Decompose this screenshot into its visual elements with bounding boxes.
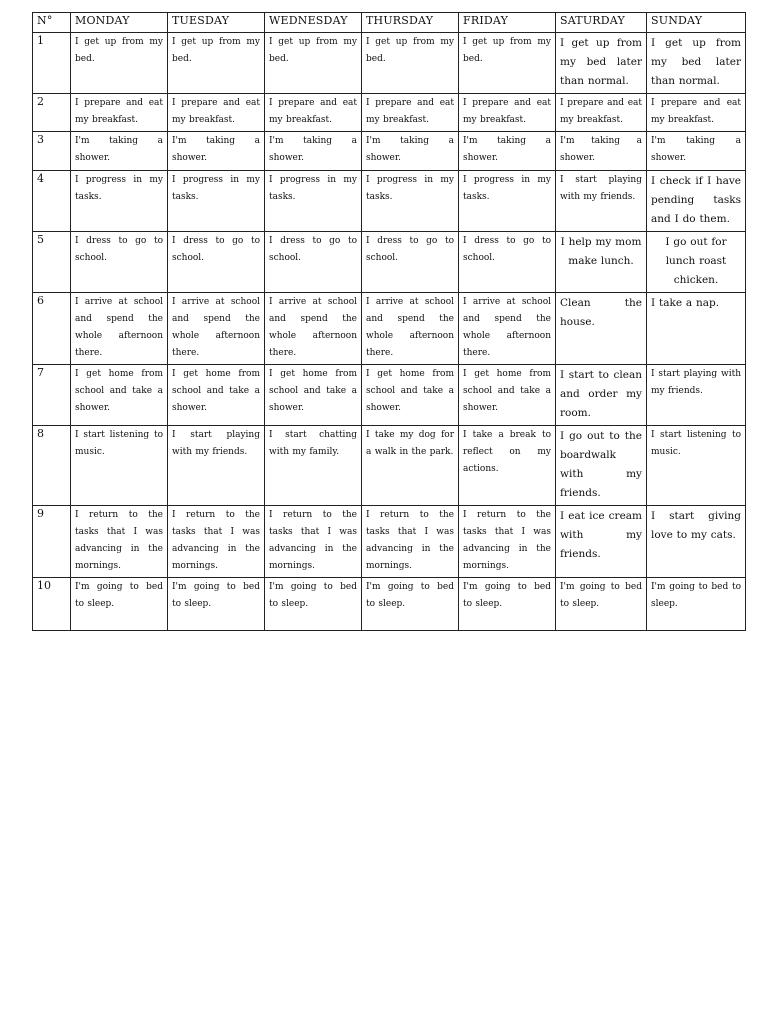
row-number: 2 <box>33 94 71 132</box>
cell-tuesday: I get up from my bed. <box>168 33 265 94</box>
cell-monday: I prepare and eat my breakfast. <box>71 94 168 132</box>
header-friday: FRIDAY <box>459 13 556 33</box>
table-row <box>33 132 746 171</box>
cell-thursday: I'm taking a shower. <box>362 132 459 171</box>
header-number: N° <box>33 13 71 33</box>
cell-thursday: I arrive at school and spend the whole afternoon there. <box>362 293 459 365</box>
row-number: 10 <box>33 578 71 631</box>
cell-tuesday: I arrive at school and spend the whole afternoon there. <box>168 293 265 365</box>
cell-thursday: I progress in my tasks. <box>362 171 459 232</box>
cell-wednesday: I'm going to bed to sleep. <box>265 578 362 631</box>
cell-sunday: I start listening to music. <box>647 426 746 506</box>
row-number: 5 <box>33 232 71 293</box>
cell-monday: I progress in my tasks. <box>71 171 168 232</box>
cell-wednesday: I'm taking a shower. <box>265 132 362 171</box>
cell-friday: I dress to go to school. <box>459 232 556 293</box>
row-number: 7 <box>33 365 71 426</box>
cell-saturday: I start to clean and order my room. <box>556 365 647 426</box>
table-row <box>33 506 746 578</box>
cell-sunday: I prepare and eat my breakfast. <box>647 94 746 132</box>
cell-friday: I return to the tasks that I was advancing in the mornings. <box>459 506 556 578</box>
cell-saturday: I'm taking a shower. <box>556 132 647 171</box>
row-number: 1 <box>33 33 71 94</box>
header-sunday: SUNDAY <box>647 13 746 33</box>
cell-friday: I prepare and eat my breakfast. <box>459 94 556 132</box>
table-row <box>33 293 746 365</box>
cell-thursday: I get home from school and take a shower. <box>362 365 459 426</box>
cell-friday: I get up from my bed. <box>459 33 556 94</box>
cell-monday: I return to the tasks that I was advancing in the mornings. <box>71 506 168 578</box>
cell-thursday: I prepare and eat my breakfast. <box>362 94 459 132</box>
cell-tuesday: I get home from school and take a shower. <box>168 365 265 426</box>
table-row <box>33 365 746 426</box>
header-saturday: SATURDAY <box>556 13 647 33</box>
cell-friday: I progress in my tasks. <box>459 171 556 232</box>
cell-saturday: I go out to the boardwalk with my friends. <box>556 426 647 506</box>
cell-sunday: I get up from my bed later than normal. <box>647 33 746 94</box>
row-number: 4 <box>33 171 71 232</box>
cell-thursday: I take my dog for a walk in the park. <box>362 426 459 506</box>
cell-friday: I take a break to reflect on my actions. <box>459 426 556 506</box>
cell-sunday: I'm taking a shower. <box>647 132 746 171</box>
weekly-schedule-table <box>32 12 746 631</box>
table-row <box>33 94 746 132</box>
header-row <box>33 13 746 33</box>
row-number: 8 <box>33 426 71 506</box>
cell-monday: I'm taking a shower. <box>71 132 168 171</box>
cell-monday: I start listening to music. <box>71 426 168 506</box>
cell-tuesday: I progress in my tasks. <box>168 171 265 232</box>
cell-sunday: I start playing with my friends. <box>647 365 746 426</box>
cell-wednesday: I progress in my tasks. <box>265 171 362 232</box>
header-tuesday: TUESDAY <box>168 13 265 33</box>
cell-monday: I'm going to bed to sleep. <box>71 578 168 631</box>
cell-saturday: I prepare and eat my breakfast. <box>556 94 647 132</box>
cell-tuesday: I start playing with my friends. <box>168 426 265 506</box>
table-row <box>33 171 746 232</box>
cell-friday: I'm going to bed to sleep. <box>459 578 556 631</box>
row-number: 6 <box>33 293 71 365</box>
cell-tuesday: I'm going to bed to sleep. <box>168 578 265 631</box>
cell-tuesday: I dress to go to school. <box>168 232 265 293</box>
cell-saturday: Clean the house. <box>556 293 647 365</box>
cell-saturday: I'm going to bed to sleep. <box>556 578 647 631</box>
cell-wednesday: I get up from my bed. <box>265 33 362 94</box>
cell-saturday: I start playing with my friends. <box>556 171 647 232</box>
cell-sunday: I check if I have pending tasks and I do them. <box>647 171 746 232</box>
cell-wednesday: I arrive at school and spend the whole afternoon there. <box>265 293 362 365</box>
cell-sunday: I go out for lunch roast chicken. <box>647 232 746 293</box>
cell-saturday: I help my mom make lunch. <box>556 232 647 293</box>
table-row <box>33 33 746 94</box>
cell-tuesday: I return to the tasks that I was advancing in the mornings. <box>168 506 265 578</box>
cell-tuesday: I'm taking a shower. <box>168 132 265 171</box>
cell-monday: I dress to go to school. <box>71 232 168 293</box>
cell-sunday: I'm going to bed to sleep. <box>647 578 746 631</box>
row-number: 3 <box>33 132 71 171</box>
cell-wednesday: I start chatting with my family. <box>265 426 362 506</box>
table-row <box>33 232 746 293</box>
cell-friday: I get home from school and take a shower. <box>459 365 556 426</box>
header-thursday: THURSDAY <box>362 13 459 33</box>
cell-wednesday: I dress to go to school. <box>265 232 362 293</box>
cell-thursday: I get up from my bed. <box>362 33 459 94</box>
header-monday: MONDAY <box>71 13 168 33</box>
cell-monday: I arrive at school and spend the whole afternoon there. <box>71 293 168 365</box>
cell-wednesday: I get home from school and take a shower. <box>265 365 362 426</box>
cell-sunday: I start giving love to my cats. <box>647 506 746 578</box>
cell-friday: I'm taking a shower. <box>459 132 556 171</box>
cell-wednesday: I prepare and eat my breakfast. <box>265 94 362 132</box>
cell-monday: I get up from my bed. <box>71 33 168 94</box>
cell-friday: I arrive at school and spend the whole afternoon there. <box>459 293 556 365</box>
table-row <box>33 426 746 506</box>
cell-thursday: I dress to go to school. <box>362 232 459 293</box>
cell-monday: I get home from school and take a shower. <box>71 365 168 426</box>
cell-wednesday: I return to the tasks that I was advancing in the mornings. <box>265 506 362 578</box>
header-wednesday: WEDNESDAY <box>265 13 362 33</box>
row-number: 9 <box>33 506 71 578</box>
cell-saturday: I get up from my bed later than normal. <box>556 33 647 94</box>
cell-thursday: I return to the tasks that I was advancing in the mornings. <box>362 506 459 578</box>
cell-sunday: I take a nap. <box>647 293 746 365</box>
table-row <box>33 578 746 631</box>
cell-saturday: I eat ice cream with my friends. <box>556 506 647 578</box>
cell-tuesday: I prepare and eat my breakfast. <box>168 94 265 132</box>
cell-thursday: I'm going to bed to sleep. <box>362 578 459 631</box>
